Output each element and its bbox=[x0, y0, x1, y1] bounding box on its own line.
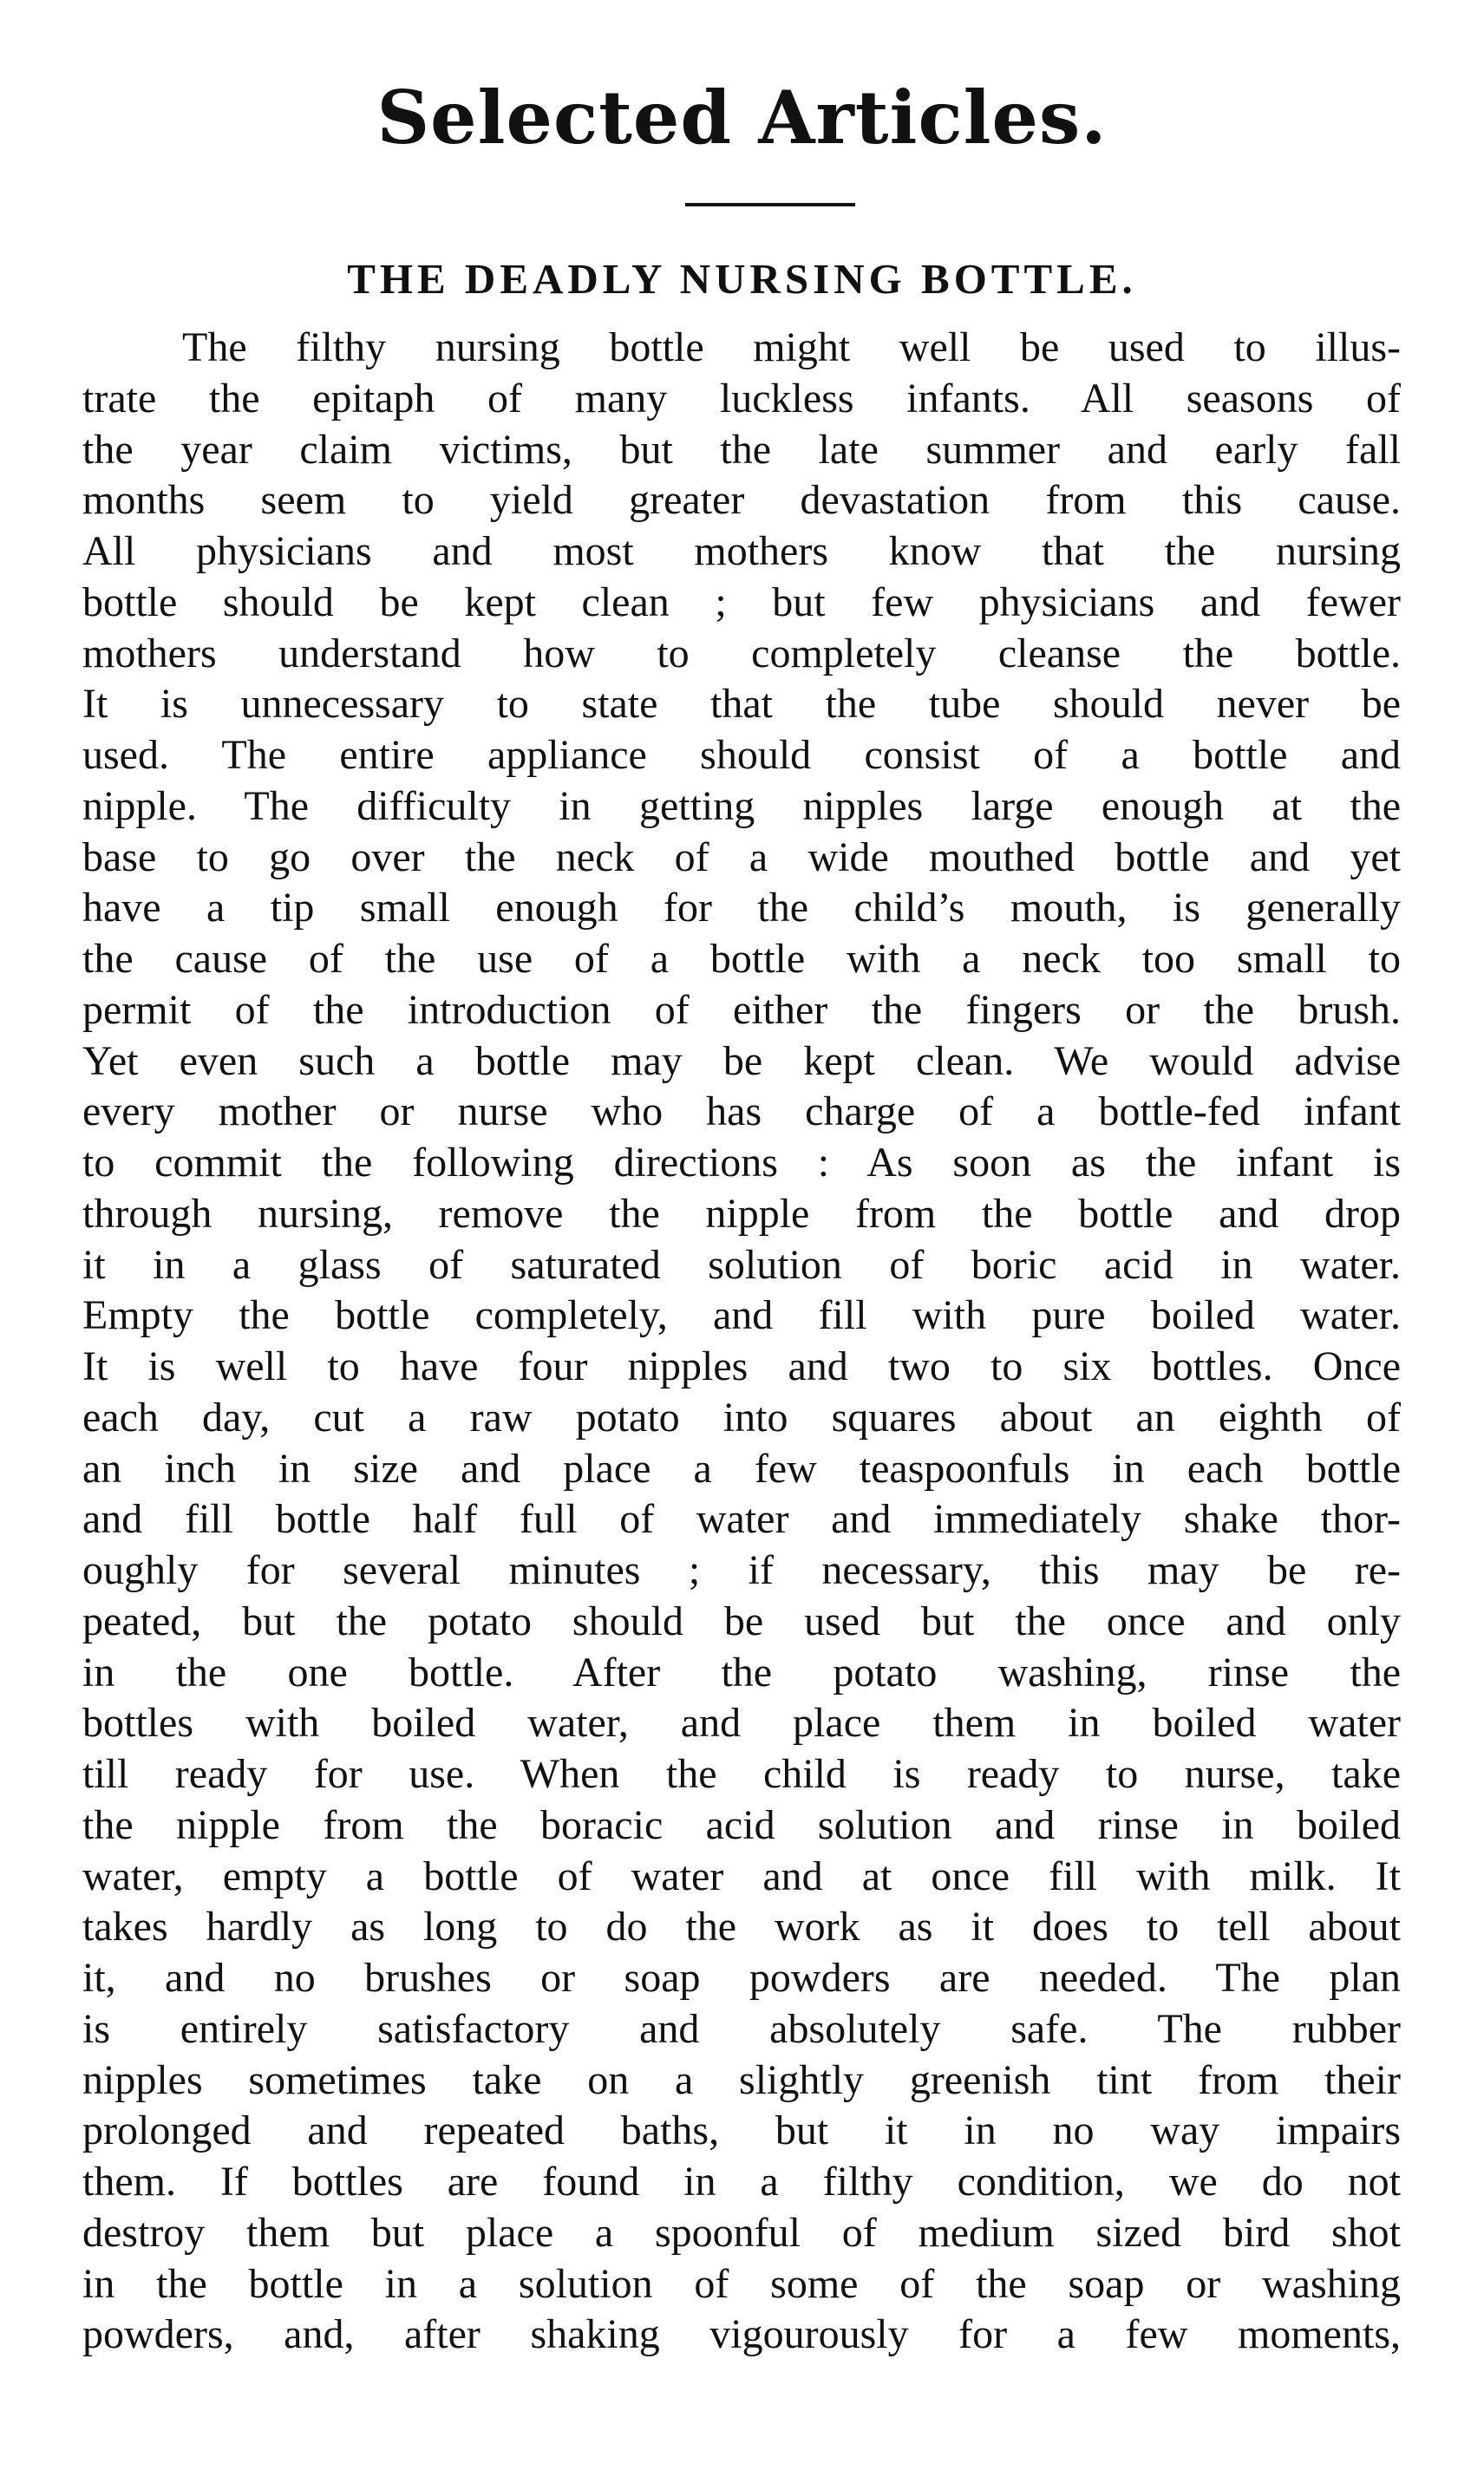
body-line: takes hardly as long to do the work as it does to tell about bbox=[82, 1904, 1401, 1950]
section-title: Selected Articles. bbox=[376, 75, 1108, 160]
body-line: the nipple from the boracic acid solution and rinse in boiled bbox=[82, 1801, 1401, 1848]
body-line: water, empty a bottle of water and at once fill with milk. It bbox=[82, 1852, 1401, 1899]
body-line: powders, and, after shaking vigourously for a few moments, bbox=[82, 2311, 1401, 2358]
body-line: prolonged and repeated baths, but it in no way impairs bbox=[82, 2107, 1401, 2154]
body-line: used. The entire appliance should consist of a bottle and bbox=[82, 732, 1401, 778]
body-line: peated, but the potato should be used but the once and only bbox=[82, 1598, 1401, 1644]
body-line: Empty the bottle completely, and fill with pure boiled water. bbox=[82, 1292, 1401, 1339]
article-body bbox=[82, 323, 1401, 2361]
body-line: the cause of the use of a bottle with a neck too small to bbox=[82, 936, 1401, 982]
body-line: nipples sometimes take on a slightly greenish tint from their bbox=[82, 2056, 1401, 2103]
body-line: base to go over the neck of a wide mouthed bottle and yet bbox=[82, 833, 1401, 880]
body-line: every mother or nurse who has charge of a bottle-fed infant bbox=[82, 1088, 1401, 1135]
title-divider-rule bbox=[685, 203, 855, 206]
body-line: oughly for several minutes ; if necessary, this may be re- bbox=[82, 1547, 1401, 1593]
body-line: have a tip small enough for the child’s mouth, is generally bbox=[82, 885, 1401, 931]
article-title: THE DEADLY NURSING BOTTLE. bbox=[347, 255, 1137, 303]
body-line: an inch in size and place a few teaspoonfuls in each bottle bbox=[82, 1445, 1401, 1492]
body-line: nipple. The difficulty in getting nipples large enough at the bbox=[82, 782, 1401, 829]
body-line: them. If bottles are found in a filthy condition, we do not bbox=[82, 2159, 1401, 2205]
body-line: and fill bottle half full of water and immediately shake thor- bbox=[82, 1496, 1401, 1543]
body-line: It is unnecessary to state that the tube should never be bbox=[82, 681, 1401, 728]
body-line: permit of the introduction of either the fingers or the brush. bbox=[82, 986, 1401, 1033]
body-line: All physicians and most mothers know that the nursing bbox=[82, 528, 1401, 574]
body-line: bottle should be kept clean ; but few physicians and fewer bbox=[82, 578, 1401, 625]
body-line: bottles with boiled water, and place them in boiled water bbox=[82, 1700, 1401, 1747]
body-line: in the bottle in a solution of some of the soap or washing bbox=[82, 2260, 1401, 2307]
body-line: through nursing, remove the nipple from the bottle and drop bbox=[82, 1190, 1401, 1237]
body-line: in the one bottle. After the potato washing, rinse the bbox=[82, 1649, 1401, 1696]
body-line: destroy them but place a spoonful of medium sized bird shot bbox=[82, 2209, 1401, 2256]
body-line: to commit the following directions : As soon as the infant is bbox=[82, 1140, 1401, 1186]
body-line: each day, cut a raw potato into squares about an eighth of bbox=[82, 1394, 1401, 1441]
body-line: it, and no brushes or soap powders are needed. The plan bbox=[82, 1955, 1401, 2001]
body-line: it in a glass of saturated solution of boric acid in water. bbox=[82, 1241, 1401, 1288]
body-line: It is well to have four nipples and two to six bottles. Once bbox=[82, 1343, 1401, 1389]
body-line: mothers understand how to completely cleanse the bottle. bbox=[82, 630, 1401, 676]
body-line: months seem to yield greater devastation from this cause. bbox=[82, 477, 1401, 524]
body-line: Yet even such a bottle may be kept clean. We would advise bbox=[82, 1037, 1401, 1084]
body-line: is entirely satisfactory and absolutely safe. The rubber bbox=[82, 2005, 1401, 2052]
body-line: till ready for use. When the child is ready to nurse, take bbox=[82, 1751, 1401, 1797]
body-line: The filthy nursing bottle might well be used to illus- bbox=[182, 324, 1401, 370]
body-line: trate the epitaph of many luckless infants. All seasons of bbox=[82, 375, 1401, 421]
body-line: the year claim victims, but the late summer and early fall bbox=[82, 426, 1401, 473]
